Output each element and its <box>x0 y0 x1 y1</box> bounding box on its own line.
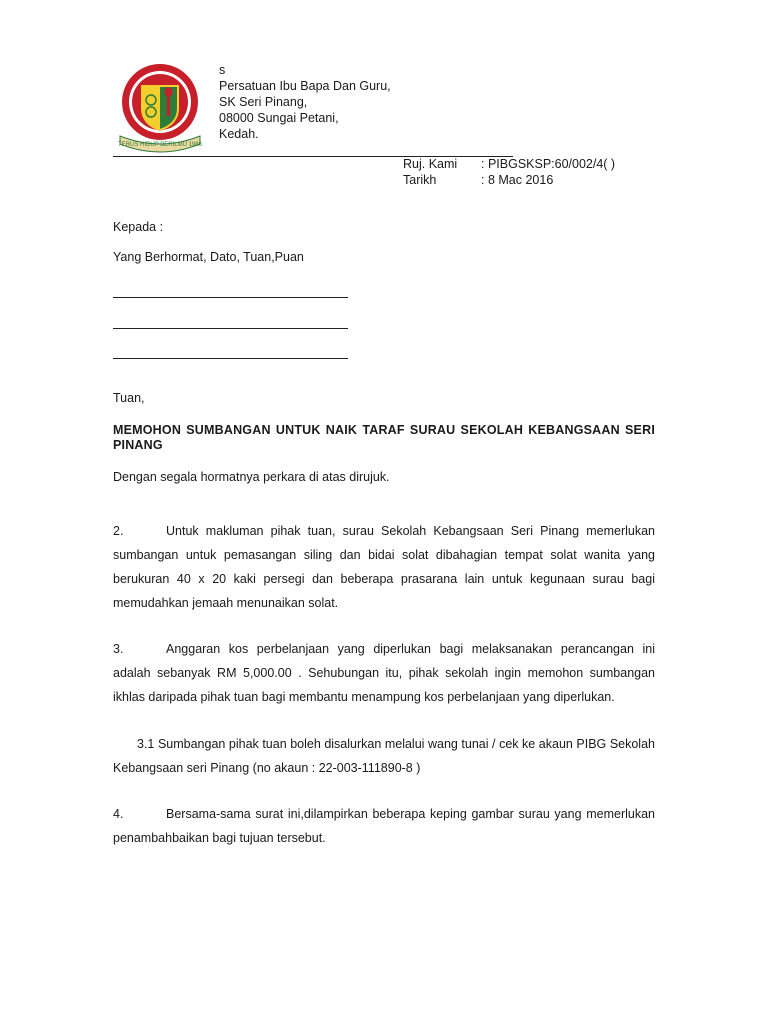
paragraph-2-text: Untuk makluman pihak tuan, surau Sekolah Kebangsaan Seri Pinang memerlukan sumbangan untuk pemasangan siling dan bidai solat dibahagian tempat solat wanita yang berukuran 40 x 20 kaki persegi dan beberapa prasarana lain untuk kegunaan surau bagi memudahkan jemaah menunaikan solat. <box>113 524 655 610</box>
paragraph-2 <box>113 519 655 615</box>
school-logo <box>112 60 208 156</box>
letter-subject: MEMOHON SUMBANGAN UNTUK NAIK TARAF SURAU SEKOLAH KEBANGSAAN SERI PINANG <box>113 423 655 452</box>
recipient-salutation: Yang Berhormat, Dato, Tuan,Puan <box>113 250 304 264</box>
paragraph-1: Dengan segala hormatnya perkara di atas dirujuk. <box>113 470 390 484</box>
tarikh-label: Tarikh <box>403 173 437 187</box>
paragraph-4 <box>113 802 655 850</box>
state: Kedah. <box>219 127 259 141</box>
address-blank-line-1 <box>113 297 348 298</box>
address-blank-line-3 <box>113 358 348 359</box>
sender-address <box>219 62 391 142</box>
paragraph-3-number: 3. <box>113 642 124 656</box>
paragraph-4-text: Bersama-sama surat ini,dilampirkan beberapa keping gambar surau yang memerlukan penambahbaikan bagi tujuan tersebut. <box>113 807 655 845</box>
address-blank-line-2 <box>113 328 348 329</box>
logo-ribbon-text: TERUS HIDUP BERILMU 1986 <box>118 142 202 148</box>
paragraph-3 <box>113 637 655 709</box>
tarikh-value: : 8 Mac 2016 <box>481 173 554 187</box>
paragraph-3-1 <box>113 732 655 780</box>
paragraph-2-number: 2. <box>113 524 124 538</box>
stray-mark: s <box>219 63 226 77</box>
school-name: SK Seri Pinang, <box>219 95 308 109</box>
ruj-value: : PIBGSKSP:60/002/4( ) <box>481 157 616 171</box>
paragraph-3-1-text: Sumbangan pihak tuan boleh disalurkan melalui wang tunai / cek ke akaun PIBG Sekolah Kebangsaan seri Pinang (no akaun : 22-003-111890-8 ) <box>113 737 655 775</box>
kepada-label: Kepada : <box>113 220 164 234</box>
paragraph-3-text: Anggaran kos perbelanjaan yang diperlukan bagi melaksanakan perancangan ini adalah sebanyak RM 5,000.00 . Sehubungan itu, pihak sekolah ingin memohon sumbangan ikhlas daripada pihak tuan bagi membantu menampung kos perbelanjaan yang diperlukan. <box>113 642 655 704</box>
paragraph-4-number: 4. <box>113 807 124 821</box>
greeting: Tuan, <box>113 391 145 405</box>
ruj-label: Ruj. Kami <box>403 157 458 171</box>
paragraph-3-1-number: 3.1 <box>137 737 155 751</box>
org-name: Persatuan Ibu Bapa Dan Guru, <box>219 79 391 93</box>
postcode-town: 08000 Sungai Petani, <box>219 111 339 125</box>
